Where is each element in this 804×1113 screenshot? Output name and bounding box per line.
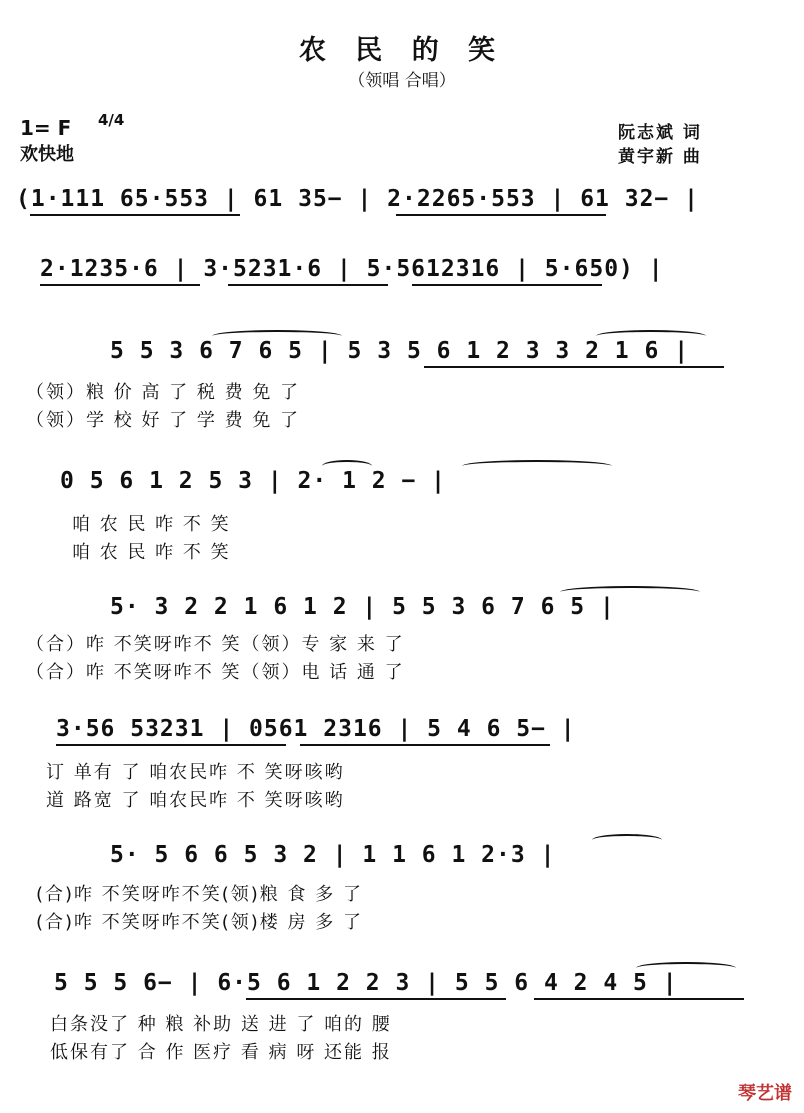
lyric-verse-1-line-6: 订 单有 了 咱农民咋 不 笑呀咳哟 [46, 762, 345, 783]
composer-credit: 黄宇新 曲 [618, 147, 702, 167]
notation-line-2: 2·1235·6 | 3·5231·6 | 5·5612316 | 5·650) | [40, 256, 664, 282]
slur-mark [592, 834, 662, 846]
lyric-verse-2-line-8: 低保有了 合 作 医疗 看 病 呀 还能 报 [50, 1042, 392, 1063]
lyric-verse-1-line-5: （合）咋 不笑呀咋不 笑（领）专 家 来 了 [26, 634, 405, 655]
key-signature: 1= F [20, 116, 72, 140]
beam-underline [246, 998, 506, 1000]
site-watermark-logo: 琴艺谱 [738, 1083, 792, 1104]
lyricist-credit: 阮志斌 词 [618, 123, 702, 143]
beam-underline [534, 998, 744, 1000]
beam-underline [56, 744, 286, 746]
lyric-verse-2-line-4: 咱 农 民 咋 不 笑 [72, 542, 231, 563]
beam-underline [412, 284, 602, 286]
beam-underline [424, 366, 724, 368]
slur-mark [462, 460, 612, 472]
tempo-marking: 欢快地 [20, 144, 74, 165]
lyric-verse-2-line-5: （合）咋 不笑呀咋不 笑（领）电 话 通 了 [26, 662, 405, 683]
lyric-verse-1-line-7: (合)咋 不笑呀咋不笑(领)粮 食 多 了 [36, 884, 363, 905]
lyric-verse-2-line-7: (合)咋 不笑呀咋不笑(领)楼 房 多 了 [36, 912, 363, 933]
beam-underline [40, 284, 200, 286]
lyric-verse-1-line-8: 白条没了 种 粮 补助 送 进 了 咱的 腰 [50, 1014, 392, 1035]
notation-line-4: 0 5 6 1 2 5 3 | 2· 1 2 − | [60, 468, 447, 494]
notation-line-1: (1·111 65·553 | 61 35− | 2·2265·553 | 61 32− | [16, 186, 699, 212]
lyric-verse-2-line-6: 道 路宽 了 咱农民咋 不 笑呀咳哟 [46, 790, 345, 811]
notation-line-8: 5 5 5 6− | 6·5 6 1 2 2 3 | 5 5 6 4 2 4 5 | [54, 970, 678, 996]
notation-line-3: 5 5 3 6 7 6 5 | 5 3 5 6 1 2 3 3 2 1 6 | [110, 338, 690, 364]
lyric-verse-1-line-3: （领）粮 价 高 了 税 费 免 了 [26, 382, 301, 403]
beam-underline [300, 744, 550, 746]
lyric-verse-2-line-3: （领）学 校 好 了 学 费 免 了 [26, 410, 301, 431]
notation-line-6: 3·56 53231 | 0561 2316 | 5 4 6 5− | [56, 716, 576, 742]
slur-mark [322, 460, 372, 472]
slur-mark [560, 586, 700, 598]
slur-mark [596, 330, 706, 342]
beam-underline [396, 214, 606, 216]
time-signature: 4/4 [98, 111, 125, 129]
beam-underline [228, 284, 388, 286]
slur-mark [212, 330, 342, 342]
song-title: 农 民 的 笑 [298, 35, 506, 66]
lyric-verse-1-line-4: 咱 农 民 咋 不 笑 [72, 514, 231, 535]
notation-line-5: 5· 3 2 2 1 6 1 2 | 5 5 3 6 7 6 5 | [110, 594, 615, 620]
notation-line-7: 5· 5 6 6 5 3 2 | 1 1 6 1 2·3 | [110, 842, 556, 868]
slur-mark [636, 962, 736, 974]
song-subtitle: （领唱 合唱） [348, 71, 456, 91]
beam-underline [30, 214, 240, 216]
